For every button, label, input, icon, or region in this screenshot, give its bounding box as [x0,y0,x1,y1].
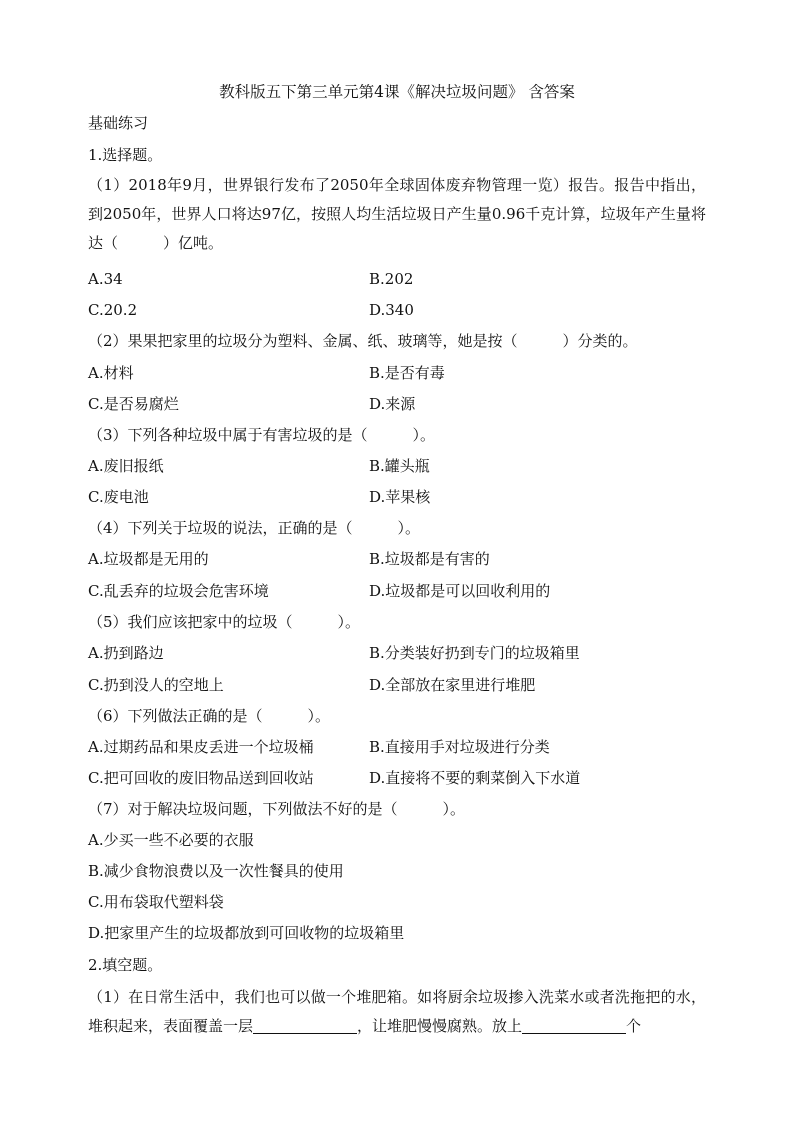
question-2-option-c: C.是否易腐烂 [88,395,179,413]
question-6-option-b: B.直接用手对垃圾进行分类 [369,738,550,756]
answer-blank-2[interactable] [522,1015,626,1034]
question-4-option-a: A.垃圾都是无用的 [88,550,209,568]
question-7-stem: （7）对于解决垃圾问题，下列做法不好的是（ ）。 [88,800,466,818]
question-7-option-d: D.把家里产生的垃圾都放到可回收物的垃圾箱里 [88,924,405,942]
question-4-option-b: B.垃圾都是有害的 [369,550,490,568]
question-2-option-a: A.材料 [88,364,134,382]
question-5-option-b: B.分类装好扔到专门的垃圾箱里 [369,644,580,662]
question-4-stem: （4）下列关于垃圾的说法，正确的是（ ）。 [88,519,421,537]
question-7-option-a: A.少买一些不必要的衣服 [88,831,254,849]
question-2-option-b: B.是否有毒 [369,364,445,382]
question-2-stem: （2）果果把家里的垃圾分为塑料、金属、纸、玻璃等，她是按（ ）分类的。 [88,332,638,350]
part1-heading: 1.选择题。 [88,146,163,164]
question-3-option-b: B.罐头瓶 [369,457,430,475]
part2-heading: 2.填空题。 [88,956,163,974]
question-3-stem: （3）下列各种垃圾中属于有害垃圾的是（ ）。 [88,426,436,444]
fill-question-1 [88,983,706,1041]
question-7-option-c: C.用布袋取代塑料袋 [88,893,224,911]
question-6-option-a: A.过期药品和果皮丢进一个垃圾桶 [88,738,314,756]
question-7-option-b: B.减少食物浪费以及一次性餐具的使用 [88,862,344,880]
question-6-option-d: D.直接将不要的剩菜倒入下水道 [369,769,581,787]
question-1-option-d: D.340 [369,301,414,319]
question-5-option-c: C.扔到没人的空地上 [88,676,224,694]
fill-question-1-text-a: （1）在日常生活中，我们也可以做一个堆肥箱。如将厨余垃圾掺入洗菜水或者洗拖把的水，堆积起来，表面覆盖一层 [88,988,706,1035]
question-5-option-a: A.扔到路边 [88,644,164,662]
question-3-option-a: A.废旧报纸 [88,457,164,475]
answer-blank-1[interactable] [253,1015,357,1034]
question-6-stem: （6）下列做法正确的是（ ）。 [88,707,331,725]
question-1-option-b: B.202 [369,270,414,288]
question-1-option-c: C.20.2 [88,301,138,319]
question-5-stem: （5）我们应该把家中的垃圾（ ）。 [88,613,361,631]
question-4-option-d: D.垃圾都是可以回收利用的 [369,582,551,600]
section-heading: 基础练习 [88,114,149,132]
fill-question-1-text-b: ，让堆肥慢慢腐熟。放上 [357,1017,523,1035]
question-4-option-c: C.乱丢弃的垃圾会危害环境 [88,582,269,600]
question-5-option-d: D.全部放在家里进行堆肥 [369,676,536,694]
question-2-option-d: D.来源 [369,395,416,413]
document-title: 教科版五下第三单元第4课《解决垃圾问题》 含答案 [219,83,575,101]
question-1-stem: （1）2018年9月，世界银行发布了2050年全球固体废弃物管理一览）报告。报告中指出，到2050年，世界人口将达97亿，按照人均生活垃圾日产生量0.96千克计算，垃圾年产生量将达（ ）亿吨。 [88,176,706,252]
question-3-option-d: D.苹果核 [369,488,431,506]
fill-question-1-text-c: 个 [626,1017,642,1035]
question-3-option-c: C.废电池 [88,488,149,506]
question-6-option-c: C.把可回收的废旧物品送到回收站 [88,769,314,787]
question-1-option-a: A.34 [88,270,123,288]
